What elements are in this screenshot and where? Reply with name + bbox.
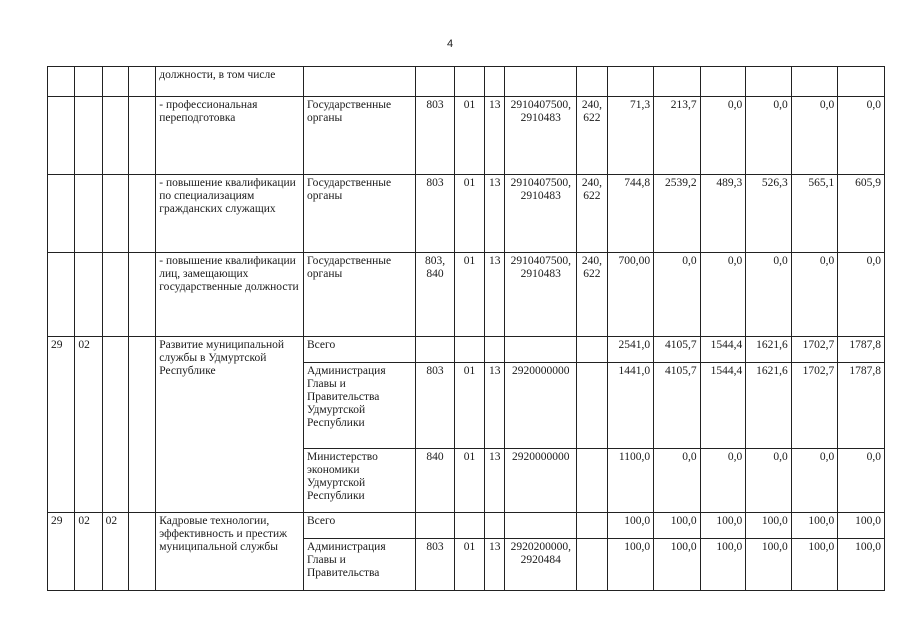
value-cell-v2015: 71,3: [607, 97, 654, 175]
value-cell-v2020: 1787,8: [838, 363, 885, 449]
value-cell-v2016: 100,0: [654, 513, 701, 539]
pr-cell: [485, 67, 505, 97]
org-cell: Государственные органы: [304, 253, 416, 337]
value-cell-v2020: 605,9: [838, 175, 885, 253]
value-cell-v2016: 213,7: [654, 97, 701, 175]
csr-cell: 2920000000: [505, 449, 577, 513]
code-cell: [48, 175, 75, 253]
value-cell-v2016: [654, 67, 701, 97]
csr-cell: 2920200000, 2920484: [505, 539, 577, 591]
csr-cell: [505, 337, 577, 363]
pr-cell: 13: [485, 449, 505, 513]
value-cell-v2020: [838, 67, 885, 97]
rz-cell: 01: [454, 97, 484, 175]
grbs-cell: 840: [416, 449, 454, 513]
rz-cell: [454, 337, 484, 363]
code-cell: 29: [48, 513, 75, 591]
csr-cell: [505, 513, 577, 539]
org-cell: Государственные органы: [304, 97, 416, 175]
value-cell-v2016: 4105,7: [654, 363, 701, 449]
grbs-cell: 803: [416, 97, 454, 175]
value-cell-v2017: 489,3: [700, 175, 746, 253]
value-cell-v2018: 526,3: [746, 175, 792, 253]
rz-cell: 01: [454, 253, 484, 337]
name-cell: - профессиональная переподготовка: [156, 97, 304, 175]
grbs-cell: [416, 337, 454, 363]
value-cell-v2020: 0,0: [838, 253, 885, 337]
value-cell-v2019: 0,0: [791, 253, 838, 337]
value-cell-v2018: 0,0: [746, 449, 792, 513]
grbs-cell: 803: [416, 175, 454, 253]
empty-cell: [128, 253, 155, 337]
vr-cell: [577, 363, 607, 449]
page-number: 4: [446, 38, 454, 50]
value-cell-v2016: 4105,7: [654, 337, 701, 363]
pr-cell: [485, 337, 505, 363]
rz-cell: 01: [454, 539, 484, 591]
pr-cell: [485, 513, 505, 539]
code-cell: [75, 175, 102, 253]
grbs-cell: 803: [416, 363, 454, 449]
code-cell: [48, 67, 75, 97]
pr-cell: 13: [485, 363, 505, 449]
empty-cell: [128, 337, 155, 513]
rz-cell: [454, 67, 484, 97]
grbs-cell: [416, 513, 454, 539]
value-cell-v2018: 1621,6: [746, 363, 792, 449]
value-cell-v2020: 1787,8: [838, 337, 885, 363]
code-cell: [102, 337, 128, 513]
value-cell-v2015: 2541,0: [607, 337, 654, 363]
value-cell-v2019: 1702,7: [791, 337, 838, 363]
code-cell: [102, 253, 128, 337]
name-cell: должности, в том числе: [156, 67, 304, 97]
value-cell-v2015: 1100,0: [607, 449, 654, 513]
code-cell: [75, 253, 102, 337]
vr-cell: 240, 622: [577, 175, 607, 253]
value-cell-v2020: 0,0: [838, 97, 885, 175]
org-cell: Администрация Главы и Правительства: [304, 539, 416, 591]
value-cell-v2019: 100,0: [791, 513, 838, 539]
value-cell-v2019: 100,0: [791, 539, 838, 591]
csr-cell: 2920000000: [505, 363, 577, 449]
value-cell-v2020: 0,0: [838, 449, 885, 513]
value-cell-v2017: 100,0: [700, 539, 746, 591]
grbs-cell: 803: [416, 539, 454, 591]
rz-cell: [454, 513, 484, 539]
code-cell: 29: [48, 337, 75, 513]
value-cell-v2015: [607, 67, 654, 97]
csr-cell: [505, 67, 577, 97]
empty-cell: [128, 175, 155, 253]
rz-cell: 01: [454, 175, 484, 253]
value-cell-v2015: 100,0: [607, 513, 654, 539]
value-cell-v2017: 0,0: [700, 449, 746, 513]
org-cell: Всего: [304, 513, 416, 539]
value-cell-v2019: 565,1: [791, 175, 838, 253]
code-cell: [48, 253, 75, 337]
csr-cell: 2910407500, 2910483: [505, 97, 577, 175]
code-cell: [102, 175, 128, 253]
value-cell-v2018: [746, 67, 792, 97]
vr-cell: 240, 622: [577, 253, 607, 337]
budget-table: [47, 66, 885, 591]
org-cell: [304, 67, 416, 97]
value-cell-v2016: 0,0: [654, 253, 701, 337]
value-cell-v2019: 0,0: [791, 97, 838, 175]
vr-cell: [577, 67, 607, 97]
value-cell-v2019: 0,0: [791, 449, 838, 513]
value-cell-v2018: 0,0: [746, 253, 792, 337]
value-cell-v2018: 1621,6: [746, 337, 792, 363]
rz-cell: 01: [454, 363, 484, 449]
value-cell-v2017: 0,0: [700, 97, 746, 175]
table-row: [48, 175, 885, 253]
table-row: [48, 67, 885, 97]
value-cell-v2015: 700,00: [607, 253, 654, 337]
vr-cell: [577, 539, 607, 591]
value-cell-v2015: 1441,0: [607, 363, 654, 449]
code-cell: 02: [75, 337, 102, 513]
code-cell: 02: [75, 513, 102, 591]
value-cell-v2017: 100,0: [700, 513, 746, 539]
value-cell-v2018: 0,0: [746, 97, 792, 175]
code-cell: [102, 97, 128, 175]
csr-cell: 2910407500, 2910483: [505, 253, 577, 337]
vr-cell: [577, 449, 607, 513]
empty-cell: [128, 513, 155, 591]
pr-cell: 13: [485, 97, 505, 175]
org-cell: Всего: [304, 337, 416, 363]
empty-cell: [128, 67, 155, 97]
name-cell: Развитие муниципальной службы в Удмуртской Республике: [156, 337, 304, 513]
value-cell-v2015: 744,8: [607, 175, 654, 253]
org-cell: Администрация Главы и Правительства Удмуртской Республики: [304, 363, 416, 449]
table-row: [48, 253, 885, 337]
value-cell-v2019: [791, 67, 838, 97]
org-cell: Министерство экономики Удмуртской Республики: [304, 449, 416, 513]
value-cell-v2016: 100,0: [654, 539, 701, 591]
vr-cell: 240, 622: [577, 97, 607, 175]
value-cell-v2015: 100,0: [607, 539, 654, 591]
grbs-cell: 803, 840: [416, 253, 454, 337]
value-cell-v2019: 1702,7: [791, 363, 838, 449]
pr-cell: 13: [485, 253, 505, 337]
name-cell: - повышение квалификации по специализациям гражданских служащих: [156, 175, 304, 253]
value-cell-v2017: 0,0: [700, 253, 746, 337]
rz-cell: 01: [454, 449, 484, 513]
value-cell-v2020: 100,0: [838, 539, 885, 591]
code-cell: 02: [102, 513, 128, 591]
value-cell-v2016: 0,0: [654, 449, 701, 513]
value-cell-v2018: 100,0: [746, 513, 792, 539]
value-cell-v2020: 100,0: [838, 513, 885, 539]
value-cell-v2016: 2539,2: [654, 175, 701, 253]
csr-cell: 2910407500, 2910483: [505, 175, 577, 253]
code-cell: [102, 67, 128, 97]
empty-cell: [128, 97, 155, 175]
table-row: [48, 97, 885, 175]
table-row: [48, 337, 885, 363]
pr-cell: 13: [485, 175, 505, 253]
vr-cell: [577, 337, 607, 363]
pr-cell: 13: [485, 539, 505, 591]
name-cell: - повышение квалификации лиц, замещающих государственные должности: [156, 253, 304, 337]
name-cell: Кадровые технологии, эффективность и престиж муниципальной службы: [156, 513, 304, 591]
code-cell: [75, 67, 102, 97]
vr-cell: [577, 513, 607, 539]
table-row: [48, 513, 885, 539]
org-cell: Государственные органы: [304, 175, 416, 253]
grbs-cell: [416, 67, 454, 97]
code-cell: [48, 97, 75, 175]
code-cell: [75, 97, 102, 175]
value-cell-v2017: [700, 67, 746, 97]
value-cell-v2017: 1544,4: [700, 363, 746, 449]
value-cell-v2018: 100,0: [746, 539, 792, 591]
value-cell-v2017: 1544,4: [700, 337, 746, 363]
